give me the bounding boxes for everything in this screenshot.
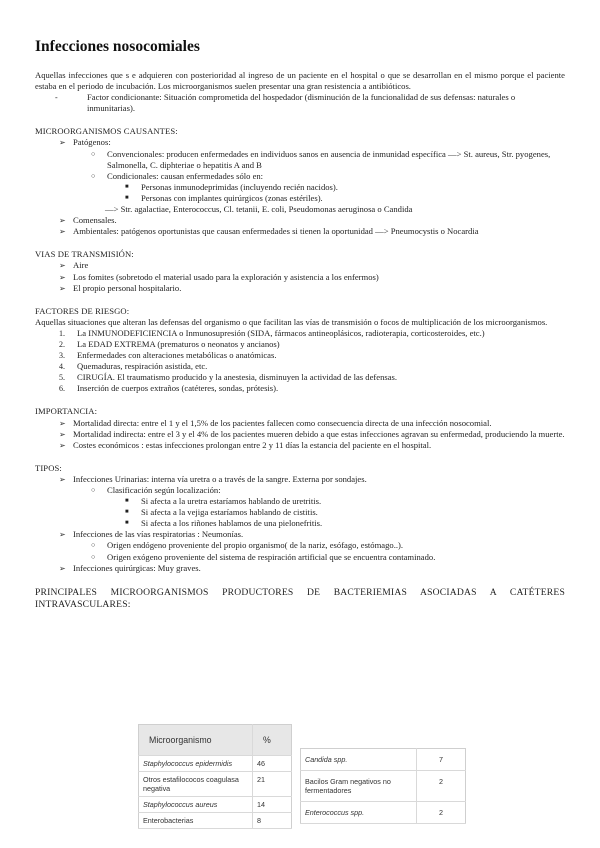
list-item-text: Enfermedades con alteraciones metabólicas o anatómicas. [77, 350, 277, 361]
list-item [35, 429, 565, 440]
table-cell: 21 [253, 772, 292, 797]
list-item [35, 418, 565, 429]
list-item-text: Personas con implantes quirúrgicos (zonas estériles). [141, 192, 323, 203]
list-item-text: La INMUNODEFICIENCIA o Inmunosupresión (SIDA, fármacos antineoplásicos, radioterapia, corticosteroides, etc.) [77, 327, 485, 338]
list-item [35, 260, 565, 271]
importancia-heading: IMPORTANCIA: [35, 406, 98, 417]
list-item-text: Si afecta a los riñones hablamos de una pielonefritis. [141, 518, 323, 529]
microorganismos-heading: MICROORGANISMOS CAUSANTES: [35, 126, 178, 137]
table-row [139, 797, 292, 813]
arrow-bullet-icon: ➢ [59, 261, 66, 271]
list-item-text: Los fomites (sobretodo el material usado para la exploración y asistencia a los enfermos) [73, 271, 379, 282]
list-item-text: Mortalidad indirecta: entre el 3 y el 4% de los pacientes mueren debido a que estas infecciones agravan su enfermedad, produciendo la muerte. [73, 428, 565, 439]
square-bullet-icon: ■ [125, 509, 129, 516]
microorganism-table-1 [138, 724, 292, 829]
list-item-text: Aire [73, 260, 89, 271]
arrow-bullet-icon: ➢ [59, 418, 66, 428]
table-cell: 2 [417, 771, 466, 802]
item-number: 1. [59, 328, 65, 338]
table-cell: 8 [253, 813, 292, 829]
table-row [301, 802, 466, 824]
table-cell: Bacilos Gram negativos no fermentadores [301, 771, 417, 802]
list-item-text: Ambientales: patógenos oportunistas que causan enfermedades si tienen la oportunidad —> Pneumocystis o Nocardia [73, 226, 479, 237]
list-item-text: Infecciones quirúrgicas: Muy graves. [73, 562, 201, 573]
list-item-text: El propio personal hospitalario. [73, 282, 182, 293]
list-item [35, 272, 565, 283]
numbered-item [35, 361, 565, 372]
list-item [35, 440, 565, 451]
list-item-text: Origen endógeno proveniente del propio organismo( de la nariz, esófago, estómago..). [107, 540, 403, 551]
list-item-text: Clasificación según localización: [107, 485, 221, 495]
item-number: 2. [59, 339, 65, 349]
list-item [35, 283, 565, 294]
table-cell: Enterobacterias [139, 813, 253, 829]
intro-list-item [35, 92, 565, 114]
table-row [139, 813, 292, 829]
list-item [35, 182, 565, 193]
list-item-text: Convencionales: producen enfermedades en individuos sanos en ausencia de inmunidad específica —> St. aureus, Str. pyogenes, Salmonella, C. diphteriae o hepatitis A and B [107, 148, 551, 170]
list-item-text: Condicionales: causan enfermedades sólo en: [107, 170, 264, 181]
arrow-bullet-icon: ➢ [59, 283, 66, 293]
header-percent: % [253, 725, 292, 756]
item-number: 5. [59, 373, 65, 383]
intro-item-text: Factor condicionante: Situación comprometida del hospedador (disminución de la funcionalidad de sus defensas: naturales o inmunitarias). [87, 92, 516, 114]
table-cell: Staphylococcus aureus [139, 797, 253, 813]
table-row [139, 772, 292, 797]
numbered-item [35, 339, 565, 350]
item-number: 4. [59, 362, 65, 372]
list-item-text: Costes económicos : estas infecciones prolongan entre 2 y 11 días la estancia del paciente en el hospital. [73, 439, 432, 450]
item-number: 6. [59, 384, 65, 394]
list-item-text: Comensales. [73, 215, 117, 226]
table-cell: 2 [417, 802, 466, 824]
table-cell: 46 [253, 756, 292, 772]
list-item [35, 204, 565, 215]
numbered-item [35, 328, 565, 339]
list-item-text: Personas inmunodeprimidas (incluyendo recién nacidos). [141, 181, 338, 192]
list-item-text: La EDAD EXTREMA (prematuros o neonatos y ancianos) [77, 338, 280, 349]
square-bullet-icon: ■ [125, 520, 129, 527]
list-item-text: Infecciones de las vías respiratorias : Neumonías. [73, 529, 244, 540]
principales-heading: PRINCIPALES MICROORGANISMOS PRODUCTORES DE BACTERIEMIAS ASOCIADAS A CATÉTERES [35, 586, 565, 598]
factores-heading: FACTORES DE RIESGO: [35, 305, 130, 316]
list-item [35, 474, 565, 485]
table-cell: Candida spp. [301, 749, 417, 771]
list-item [35, 529, 565, 540]
principales-heading-cont: INTRAVASCULARES: [35, 598, 131, 610]
numbered-item [35, 350, 565, 361]
square-bullet-icon: ■ [125, 183, 129, 190]
list-item-text: Quemaduras, respiración asistida, etc. [77, 361, 208, 372]
tipos-heading: TIPOS: [35, 462, 62, 473]
list-item [35, 485, 565, 496]
list-item [35, 496, 565, 507]
circle-bullet-icon: ○ [91, 552, 96, 561]
list-item [35, 563, 565, 574]
table-cell: 14 [253, 797, 292, 813]
intro-paragraph: Aquellas infecciones que s e adquieren con posterioridad al ingreso de un paciente en el hospital o que se desarrollan en el mismo porque el paciente estaba en el periodo de incubación. Los microorganismos suelen presentar una gran resistencia a antibióticos. [35, 70, 565, 92]
circle-bullet-icon: ○ [91, 149, 96, 158]
vias-heading: VIAS DE TRANSMISIÓN: [35, 249, 134, 260]
factores-intro: Aquellas situaciones que alteran las defensas del organismo o que facilitan las vías de transmisión o focos de multiplicación de los microorganismos. [35, 316, 548, 327]
table-row [301, 771, 466, 802]
table-row [301, 749, 466, 771]
list-item-text: Patógenos: [73, 137, 111, 148]
arrow-bullet-icon: ➢ [59, 272, 66, 282]
table-row [139, 756, 292, 772]
list-item-text: Inserción de cuerpos extraños (catéteres, sondas, prótesis). [77, 383, 279, 394]
arrow-bullet-icon: ➢ [59, 138, 66, 148]
list-item-text: Origen exógeno proveniente del sistema de respiración artificial que se encuentra contaminado. [107, 551, 436, 562]
numbered-item [35, 372, 565, 383]
arrow-bullet-icon: ➢ [59, 440, 66, 450]
list-item-text: —> Str. agalactiae, Enterococcus, Cl. tetanii, E. coli, Pseudomonas aeruginosa o Candida [105, 204, 413, 215]
microorganism-table-2 [300, 748, 466, 824]
list-item [35, 226, 565, 237]
list-item-text: Si afecta a la vejiga estaríamos hablando de cistitis. [141, 507, 318, 518]
list-item [35, 193, 565, 204]
list-item [35, 171, 565, 182]
list-item [35, 552, 565, 563]
numbered-item [35, 383, 565, 394]
list-item [35, 137, 565, 148]
header-microorganismo: Microorganismo [139, 725, 253, 756]
document-title: Infecciones nosocomiales [35, 38, 200, 55]
list-item [35, 518, 565, 529]
list-item [35, 215, 565, 226]
square-bullet-icon: ■ [125, 194, 129, 201]
arrow-bullet-icon: ➢ [59, 530, 66, 540]
table-header-row [139, 725, 292, 756]
table-cell: Enterococcus spp. [301, 802, 417, 824]
arrow-bullet-icon: ➢ [59, 227, 66, 237]
list-item [35, 507, 565, 518]
list-item [35, 149, 565, 171]
list-item-text: CIRUGÍA. El traumatismo producido y la anestesia, disminuyen la actividad de las defensas. [77, 372, 398, 383]
arrow-bullet-icon: ➢ [59, 474, 66, 484]
document-body [35, 70, 565, 611]
square-bullet-icon: ■ [125, 498, 129, 505]
table-cell: Staphylococcus epidermidis [139, 756, 253, 772]
circle-bullet-icon: ○ [91, 171, 96, 180]
dash-bullet: - [55, 93, 58, 103]
circle-bullet-icon: ○ [91, 541, 96, 550]
item-number: 3. [59, 351, 65, 361]
arrow-bullet-icon: ➢ [59, 429, 66, 439]
table-cell: 7 [417, 749, 466, 771]
list-item-text: Infecciones Urinarias: interna vía uretra o a través de la sangre. Externa por sondajes. [73, 473, 367, 484]
arrow-bullet-icon: ➢ [59, 216, 66, 226]
arrow-bullet-icon: ➢ [59, 563, 66, 573]
table-cell: Otros estafilococos coagulasa negativa [139, 772, 253, 797]
list-item-text: Si afecta a la uretra estaríamos hablando de uretritis. [141, 496, 322, 507]
list-item-text: Mortalidad directa: entre el 1 y el 1,5% de los pacientes fallecen como consecuencia directa de una infección nosocomial. [73, 417, 492, 428]
list-item [35, 540, 565, 551]
circle-bullet-icon: ○ [91, 486, 96, 494]
